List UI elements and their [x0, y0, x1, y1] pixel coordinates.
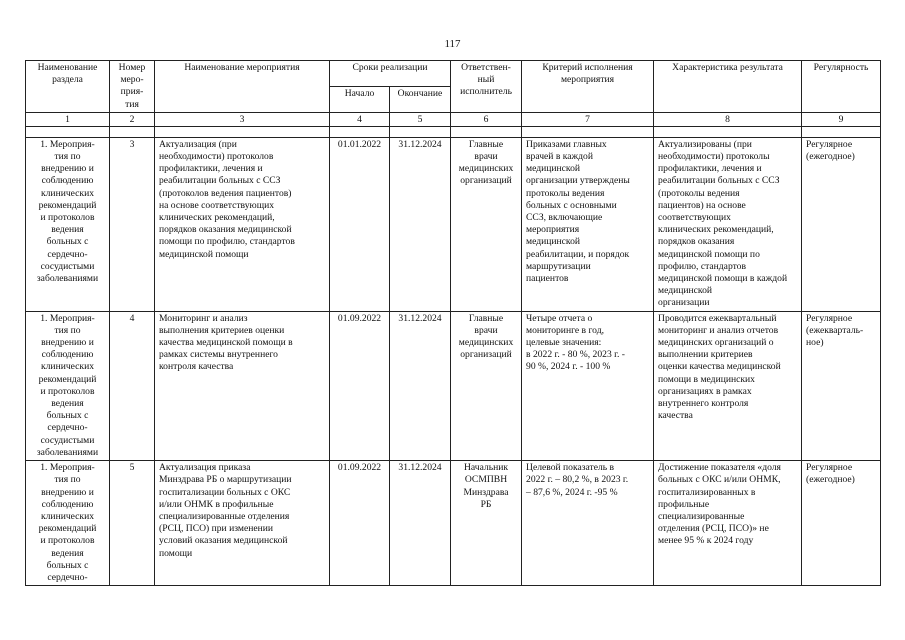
activity-number-cell: 4 — [110, 311, 155, 460]
table-body — [26, 112, 881, 585]
responsible-cell: Начальник ОСМПВН Минздрава РБ — [451, 461, 522, 586]
criterion-cell: Целевой показатель в 2022 г. – 80,2 %, в 2023 г. – 87,6 %, 2024 г. -95 % — [522, 461, 654, 586]
column-number: 3 — [155, 112, 330, 126]
start-date-cell: 01.09.2022 — [330, 311, 390, 460]
column-number: 2 — [110, 112, 155, 126]
header-section: Наименование раздела — [26, 61, 110, 113]
start-date-cell: 01.09.2022 — [330, 461, 390, 586]
result-cell: Проводится ежеквартальный мониторинг и анализ отчетов медицинских организаций о выполнении критериев оценки качества медицинской помощи в медицинских организациях в рамках внутреннего контроля качества — [654, 311, 802, 460]
activities-table — [25, 60, 881, 586]
table-row — [26, 137, 881, 311]
header-activity: Наименование мероприятия — [155, 61, 330, 113]
column-number: 7 — [522, 112, 654, 126]
header-terms: Сроки реализации — [330, 61, 451, 87]
end-date-cell: 31.12.2024 — [390, 461, 451, 586]
column-number: 1 — [26, 112, 110, 126]
section-cell: 1. Мероприя- тия по внедрению и соблюдению клинических рекомендаций и протоколов ведения больных с сердечно- сосудистыми заболеваниями — [26, 137, 110, 311]
table-row — [26, 461, 881, 586]
column-number: 5 — [390, 112, 451, 126]
criterion-cell: Приказами главных врачей в каждой медицинской организации утверждены протоколы ведения больных с основными ССЗ, включающие мероприятия медицинской реабилитации, и порядок маршрутизации пациентов — [522, 137, 654, 311]
activity-number-cell: 5 — [110, 461, 155, 586]
regularity-cell: Регулярное (ежегодное) — [802, 461, 881, 586]
responsible-cell: Главные врачи медицинских организаций — [451, 137, 522, 311]
regularity-cell: Регулярное (ежегодное) — [802, 137, 881, 311]
header-responsible: Ответствен- ный исполнитель — [451, 61, 522, 113]
start-date-cell: 01.01.2022 — [330, 137, 390, 311]
column-number-row — [26, 112, 881, 126]
column-number: 9 — [802, 112, 881, 126]
column-number: 6 — [451, 112, 522, 126]
header-number: Номер меро- прия- тия — [110, 61, 155, 113]
criterion-cell: Четыре отчета о мониторинге в год, целевые значения: в 2022 г. - 80 %, 2023 г. - 90 %, 2024 г. - 100 % — [522, 311, 654, 460]
header-criterion: Критерий исполнения мероприятия — [522, 61, 654, 113]
activity-name-cell: Мониторинг и анализ выполнения критериев оценки качества медицинской помощи в рамках системы внутреннего контроля качества — [155, 311, 330, 460]
header-result: Характеристика результата — [654, 61, 802, 113]
header-row — [26, 61, 881, 87]
responsible-cell: Главные врачи медицинских организаций — [451, 311, 522, 460]
header-start: Начало — [330, 86, 390, 112]
end-date-cell: 31.12.2024 — [390, 137, 451, 311]
activity-name-cell: Актуализация (при необходимости) протоколов профилактики, лечения и реабилитации больных с ССЗ (протоколов ведения пациентов) на основе соответствующих клинических рекомендаций, порядков оказания медицинской помощи по профилю, стандартов медицинской помощи — [155, 137, 330, 311]
header-regularity: Регулярность — [802, 61, 881, 113]
section-cell: 1. Мероприя- тия по внедрению и соблюдению клинических рекомендаций и протоколов ведения больных с сердечно- — [26, 461, 110, 586]
table-row — [26, 311, 881, 460]
result-cell: Достижение показателя «доля больных с ОКС и/или ОНМК, госпитализированных в профильные специализированные отделения (РСЦ, ПСО)» не менее 95 % к 2024 году — [654, 461, 802, 586]
column-number: 4 — [330, 112, 390, 126]
activity-name-cell: Актуализация приказа Минздрава РБ о маршрутизации госпитализации больных с ОКС и/или ОНМК в профильные специализированные отделения (РСЦ, ПСО) при изменении условий оказания медицинской помощи — [155, 461, 330, 586]
activity-number-cell: 3 — [110, 137, 155, 311]
spacer-row — [26, 126, 881, 137]
regularity-cell: Регулярное (ежекварталь- ное) — [802, 311, 881, 460]
section-cell: 1. Мероприя- тия по внедрению и соблюдению клинических рекомендаций и протоколов ведения больных с сердечно- сосудистыми заболеваниями — [26, 311, 110, 460]
end-date-cell: 31.12.2024 — [390, 311, 451, 460]
column-number: 8 — [654, 112, 802, 126]
header-end: Окончание — [390, 86, 451, 112]
result-cell: Актуализированы (при необходимости) протоколы профилактики, лечения и реабилитации больных с ССЗ (протоколы ведения пациентов) на основе соответствующих клинических рекомендаций, порядков оказания медицинской помощи по профилю, стандартов медицинской помощи в каждой медицинской организации — [654, 137, 802, 311]
page-number: 117 — [444, 38, 461, 50]
